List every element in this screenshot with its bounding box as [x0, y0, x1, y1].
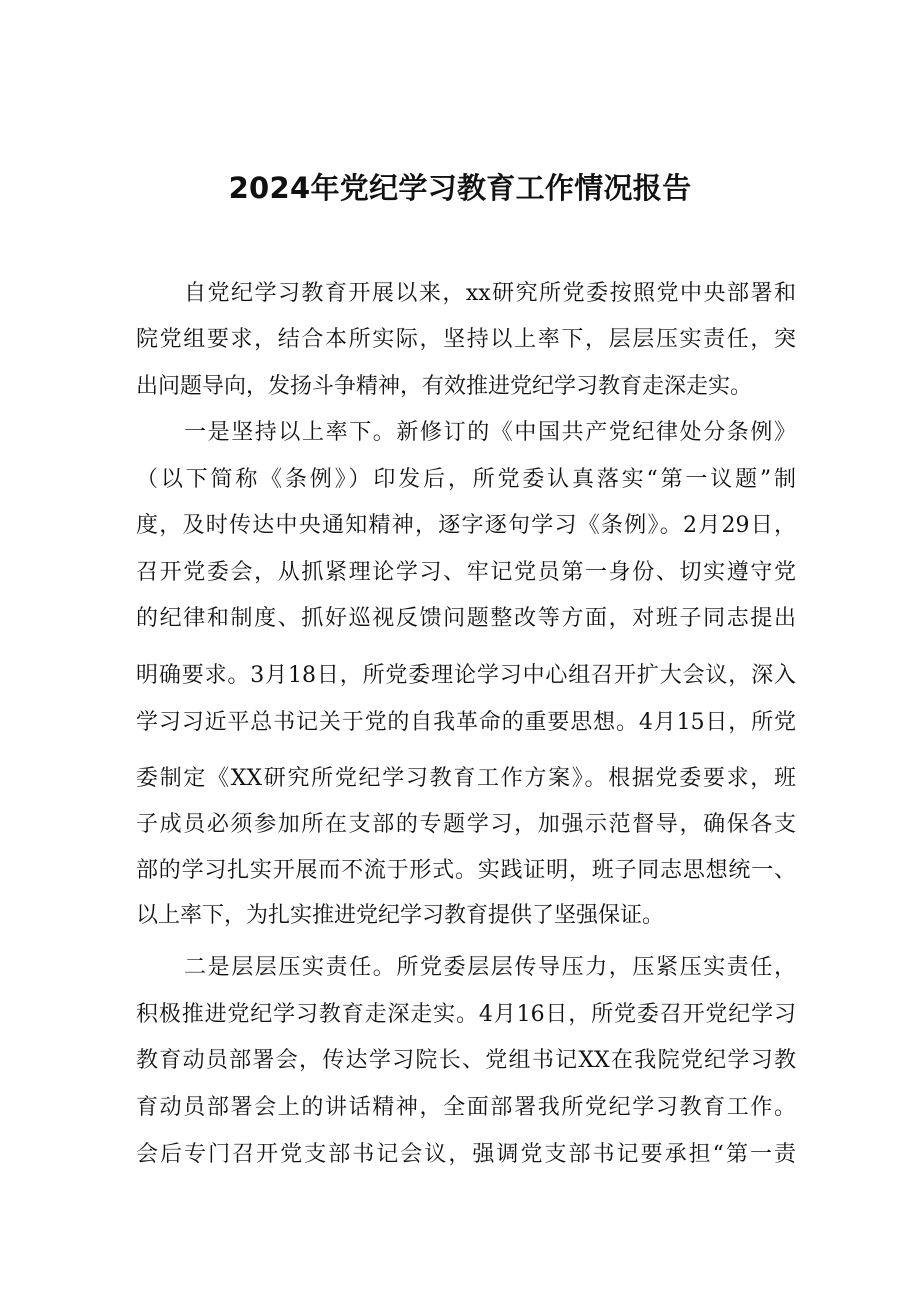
body-text-line: 育动员部署会上的讲话精神，全面部署我所党纪学习教育工作。 — [136, 1095, 796, 1120]
body-text-line: 度，及时传达中央通知精神，逐字逐句学习《条例》。2月29日， — [136, 513, 796, 538]
body-text-line: 部的学习扎实开展而不流于形式。实践证明，班子同志思想统一、 — [136, 858, 796, 883]
body-text-line: 教育动员部署会，传达学习院长、党组书记XX在我院党纪学习教 — [136, 1048, 796, 1073]
body-text-line: 委制定《XX研究所党纪学习教育工作方案》。根据党委要求，班 — [136, 766, 796, 791]
body-text-line: 召开党委会，从抓紧理论学习、牢记党员第一身份、切实遵守党 — [136, 560, 796, 585]
body-text-line: 积极推进党纪学习教育走深走实。4月16日，所党委召开党纪学习 — [136, 1002, 796, 1027]
body-text-line: 的纪律和制度、抓好巡视反馈问题整改等方面，对班子同志提出 — [136, 606, 796, 631]
body-text-line: 会后专门召开党支部书记会议，强调党支部书记要承担“第一责 — [136, 1142, 796, 1167]
body-text-line: 明确要求。3月18日，所党委理论学习中心组召开扩大会议，深入 — [136, 663, 796, 688]
document-title: 2024年党纪学习教育工作情况报告 — [228, 171, 692, 205]
body-text-line: 二是层层压实责任。所党委层层传导压力，压紧压实责任， — [184, 955, 796, 980]
body-text-line: （以下简称《条例》）印发后，所党委认真落实“第一议题”制 — [136, 467, 796, 492]
body-text-line: 学习习近平总书记关于党的自我革命的重要思想。4月15日，所党 — [136, 710, 796, 735]
body-text-line: 以上率下，为扎实推进党纪学习教育提供了坚强保证。 — [136, 903, 665, 928]
body-text-line: 院党组要求，结合本所实际，坚持以上率下，层层压实责任，突 — [136, 327, 796, 352]
body-text-line: 子成员必须参加所在支部的专题学习，加强示范督导，确保各支 — [136, 812, 796, 837]
body-text-line: 出问题导向，发扬斗争精神，有效推进党纪学习教育走深走实。 — [136, 374, 753, 399]
body-text-line: 自党纪学习教育开展以来，xx研究所党委按照党中央部署和 — [184, 281, 796, 306]
body-text-line: 一是坚持以上率下。新修订的《中国共产党纪律处分条例》 — [184, 420, 796, 445]
